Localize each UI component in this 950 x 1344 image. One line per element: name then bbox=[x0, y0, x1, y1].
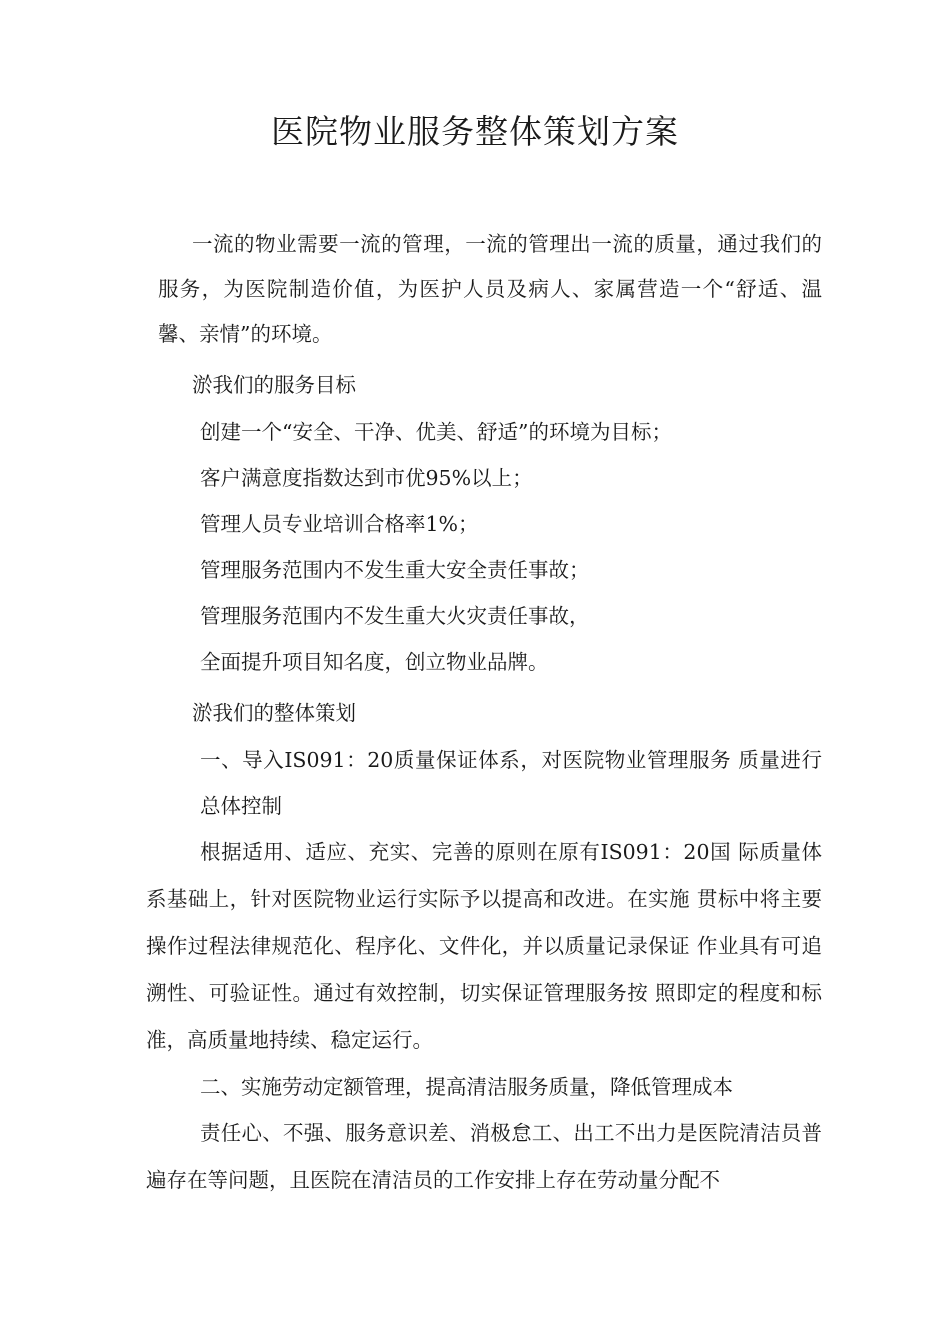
goal-item: 管理服务范围内不发生重大安全责任事故； bbox=[200, 558, 590, 582]
section-heading-plan: 淤我们的整体策划 bbox=[192, 701, 356, 725]
document-body bbox=[146, 222, 822, 1204]
goals-list bbox=[146, 409, 822, 685]
plan-part-1-title: 一、导入IS091：20质量保证体系，对医院物业管理服务 质量进行总体控制 bbox=[200, 748, 822, 818]
section-heading-goals: 淤我们的服务目标 bbox=[192, 373, 356, 397]
document-title: 医院物业服务整体策划方案 bbox=[271, 112, 679, 151]
plan-part-2-body: 责任心、不强、服务意识差、消极怠工、出工不出力是医院清洁员普遍存在等问题，且医院在清洁员的工作安排上存在劳动量分配不 bbox=[146, 1121, 822, 1192]
intro-paragraph: 一流的物业需要一流的管理，一流的管理出一流的质量，通过我们的服务，为医院制造价值，为医护人员及病人、家属营造一个“舒适、温馨、亲情”的环境。 bbox=[158, 232, 822, 346]
goal-item: 客户满意度指数达到市优95%以上； bbox=[200, 466, 533, 490]
goal-item: 管理服务范围内不发生重大火灾责任事故， bbox=[200, 604, 590, 628]
plan-part-1-body: 根据适用、适应、充实、完善的原则在原有IS091：20国 际质量体系基础上，针对医院物业运行实际予以提高和改进。在实施 贯标中将主要操作过程法律规范化、程序化、文件化，并以质量记录保证 作业具有可追溯性、可验证性。通过有效控制，切实保证管理服务按 照即定的程度和标准，高质量地持续、稳定运行。 bbox=[146, 840, 822, 1052]
goal-item: 全面提升项目知名度，创立物业品牌。 bbox=[200, 650, 549, 674]
plan-part-2-title: 二、实施劳动定额管理，提高清洁服务质量，降低管理成本 bbox=[200, 1075, 733, 1099]
goal-item: 管理人员专业培训合格率1%； bbox=[200, 512, 479, 536]
goal-item: 创建一个“安全、干净、优美、舒适”的环境为目标； bbox=[200, 420, 672, 444]
